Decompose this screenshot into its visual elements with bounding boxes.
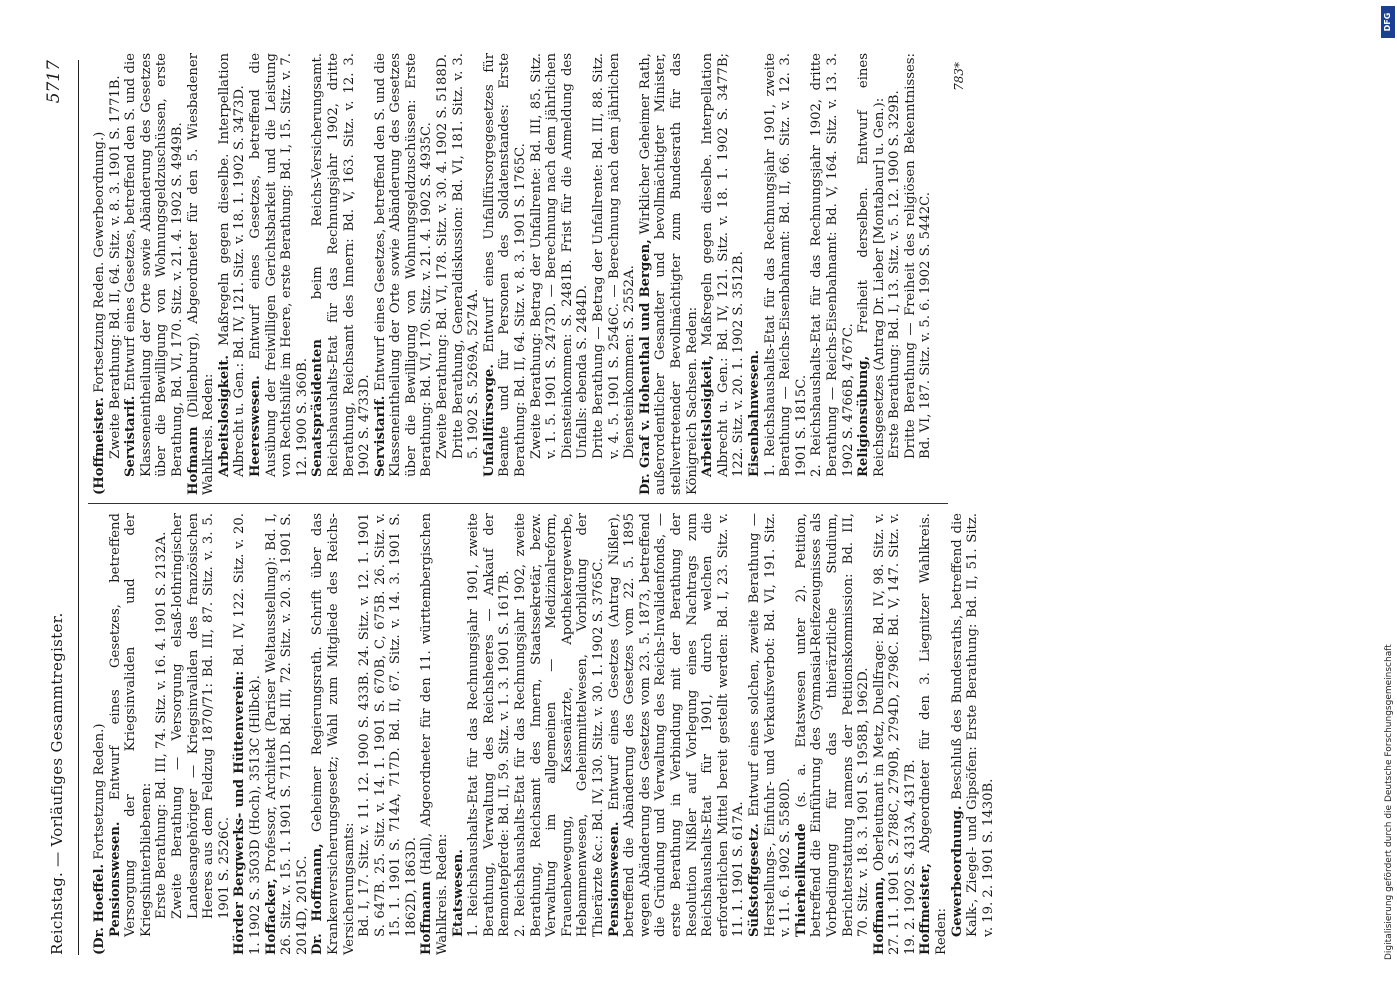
entry-text: Entwurf eines Gesetzes, betreffend die Ausübung der freiwilligen Gerichtsbarkeit und die Leistung von Rechtshilfe im Heere, erste Berathung: Bd. I, 15. Sitz. v. 7. 12. 1900 S. 360B. (247, 53, 310, 477)
index-entry (466, 513, 513, 955)
entry-lead: Süßstoffgesetz. (746, 823, 762, 937)
index-entry (92, 53, 108, 495)
index-entry (154, 513, 170, 955)
entry-text: Entwurf eines Gesetzes, betreffend den S. und die Klasseneintheilung der Orte sowie Abänderung des Gesetzes über die Bewilligung von Wohnungsgeldzuschüssen: Erste Berathung: Bd. VI, 170. Sitz. v. 21. 4. 1902 S. 4935C. (372, 53, 435, 477)
index-entry (232, 513, 263, 955)
entry-lead: Eisenbahnwesen. (746, 349, 762, 477)
dfg-logo: DFG (1381, 6, 1395, 38)
entry-text: Zweite Berathung: Bd. VI, 178. Sitz. v. 30. 4. 1902 S. 5188D. (435, 53, 451, 459)
index-entry (950, 513, 997, 955)
index-entry (591, 53, 638, 495)
column-divider (88, 503, 948, 504)
entry-text: Dritte Berathung — Freiheit des religiösen Bekenntnisses: Bd. VI, 187. Sitz. v. 5. 6. 1902 S. 5442C. (902, 53, 934, 459)
index-entry (170, 513, 232, 955)
entry-lead: Hoffacker, (263, 878, 279, 955)
entry-text: Dritte Berathung, Generaldiskussion: Bd. VI, 181. Sitz. v. 3. 5. 1902 S. 5269A, 5274A. (450, 53, 482, 459)
entry-text: Beschluß des Bundesraths, betreffend die Kalk-, Ziegel- und Gipsöfen: Erste Berathung: Bd. II, 51. Sitz. v. 19. 2. 1901 S. 1430B. (949, 513, 996, 937)
entry-text: Wirklicher Geheimer Rath, außerordentlicher Gesandter und bevollmächtigter Minister, stellvertretender Bevollmächtigter zum Bundesrath für das Königreich Sachsen. Reden: (637, 53, 700, 495)
entry-text: Oberleutnant in Metz, Duellfrage: Bd. IV, 98. Sitz. v. 27. 11. 1901 S. 2788C, 2790B, 2794D, 2798C. Bd. V, 147. Sitz. v. 19. 2. 1902 S. 4313A, 4317B. (871, 513, 918, 955)
entry-lead: Pensionswesen. (606, 821, 622, 937)
entry-text: (Hall), Abgeordneter für den 11. württembergischen Wahlkreis. Reden: (419, 513, 451, 955)
entry-text: Entwurf eines Unfallfürsorgegesetzes für Beamte und für Personen des Soldatenstandes: Erste Berathung: Bd. II, 64. Sitz. v. 8. 3. 1901 S. 1765C. (481, 53, 529, 477)
entry-lead: Senatspräsidenten (310, 339, 326, 477)
index-entry (92, 513, 108, 955)
page-number: 5717 (44, 60, 64, 104)
entry-text: Bd. I, 17. Sitz. v. 11. 12. 1900 S. 433B. 24. Sitz. v. 12. 1. 1901 S. 647B. 25. Sitz. v. 14. 1. 1901 S. 670B, C, 675B. 26. Sitz. v. 15. 1. 1901 S. 714A, 717D. Bd. II, 67. Sitz. v. 14. 3. 1901 S. 1862D, 1863D. (357, 513, 419, 937)
entry-lead: Religionsübung, (856, 355, 872, 477)
index-entry (482, 53, 529, 495)
entry-lead: Etatswesen. (450, 849, 466, 937)
entry-text: Zweite Berathung: Betrag der Unfallrente: Bd. III, 85. Sitz. v. 1. 5. 1901 S. 2473D. — Berechnung nach dem jährlichen Diensteinkommen: S. 2481B. Frist für die Anmeldung des Unfalls: ebenda S. 2484D. (528, 53, 591, 459)
entry-text: Fortsetzung Reden. Gewerbeordnung.) (92, 131, 107, 393)
entry-lead: Arbeitslosigkeit. (216, 355, 232, 477)
index-entry (794, 513, 872, 955)
index-entry (248, 53, 310, 495)
entry-lead: Gewerbeordnung. (949, 805, 965, 937)
entry-text: Bd. IV, 122. Sitz. v. 20. 1. 1902 S. 3503D (Hoch), 3513C (Hilbck). (232, 513, 263, 955)
entry-lead: (Hoffmeister. (92, 397, 107, 495)
index-entry (451, 53, 482, 495)
index-entry (872, 513, 919, 955)
entry-text: (Dillenburg), Abgeordneter für den 5. Wiesbadener Wahlkreis. Reden: (185, 53, 217, 495)
index-entry (217, 53, 248, 495)
funding-note: Digitalisierung gefördert durch die Deutsche Forschungsgemeinschaft (1384, 644, 1394, 960)
entry-text: 1. Reichshaushalts-Etat für das Rechnungsjahr 1901, zweite Berathung — Reichs-Eisenbahnamt: Bd. II, 66. Sitz. v. 12. 3. 1901 S. 1815C. (762, 53, 809, 477)
entry-lead: Hörder Bergwerks- und Hüttenverein: (232, 670, 248, 955)
index-entry (903, 53, 934, 495)
entry-lead: Heereswesen. (247, 375, 263, 477)
index-entry (918, 513, 949, 955)
header-rule (78, 60, 79, 955)
entry-lead: Dr. Graf v. Hohenthal und Bergen, (637, 239, 653, 495)
index-entry (419, 513, 450, 955)
index-entry (607, 513, 747, 955)
entry-text: Abgeordneter für den 3. Liegnitzer Wahlkreis. Reden: (918, 513, 950, 955)
entry-text: Maßregeln gegen dieselbe. Interpellation Albrecht u. Gen.: Bd. IV, 121. Sitz. v. 18. 1. 1902 S. 3473D. (216, 53, 248, 477)
index-entry (513, 513, 607, 955)
index-entry (108, 513, 155, 955)
entry-lead: Hoffmeister, (918, 863, 934, 955)
entry-lead: Unfallfürsorge. (481, 364, 497, 477)
entry-text: 2. Reichshaushalts-Etat für das Rechnungsjahr 1902, zweite Berathung, Reichsamt des Innern, Staatssekretär, bezw. Verwaltung im allgemeinen — Medizinalreform, Frauenbewegung, Kassenärzte, Apothekergewerbe, Hebammenwesen, Geheimmittelwesen, Vorbildung der Thierärzte &c.: Bd. IV, 130. Sitz. v. 30. 1. 1902 S. 3765C. (513, 513, 606, 937)
entry-lead: Servistarif. (372, 395, 388, 477)
entry-lead: (Dr. Hoeffel. (92, 863, 107, 955)
entry-text: Entwurf eines Gesetzes, betreffend Versorgung der Kriegsinvaliden und der Kriegshinterbliebenen: (107, 513, 154, 937)
index-entry (451, 513, 467, 955)
entry-lead: Hoffmann, (871, 876, 887, 955)
entry-lead: Hofmann (185, 426, 201, 495)
index-entry (186, 53, 217, 495)
entry-lead: Servistarif. (123, 395, 139, 477)
index-entry (809, 53, 856, 495)
entry-text: Entwurf eines Gesetzes, betreffend den S. und die Klasseneintheilung der Orte sowie Abänderung des Gesetzes über die Bewilligung von Wohnungsgeldzuschüssen, erste Berathung, Bd. VI, 170. Sitz. v. 21. 4. 1902 S. 4949B. (123, 53, 185, 477)
index-entry (747, 53, 763, 495)
index-entry (856, 53, 887, 495)
footer-mark: 783* (952, 62, 966, 91)
entry-text: Entwurf eines solchen, zweite Berathung — Herstellungs-, Einfuhr- und Verkaufsverbot: Bd. VI, 191. Sitz. v. 11. 6. 1902 S. 5580D. (746, 513, 794, 937)
index-entry (310, 53, 372, 495)
entry-text: 1. Reichshaushalts-Etat für das Rechnungsjahr 1901, zweite Berathung, Verwaltung des Reichsheeres — Ankauf der Remontepferde: Bd. II, 59. Sitz. v. 1. 3. 1901 S. 1617B. (466, 513, 513, 937)
index-entry (529, 53, 591, 495)
index-entry (264, 513, 311, 955)
column-left (92, 513, 996, 955)
entry-text: Erste Berathung: Bd. I, 13. Sitz. v. 5. 12. 1900 S. 329B. (887, 90, 903, 459)
page-header (40, 60, 80, 955)
entry-text: Geheimer Regierungsrath. Schrift über das Krankenversicherungsgesetz; Wahl zum Mitgliede des Reichs-Versicherungsamts: (310, 513, 357, 955)
entry-text: 2. Reichshaushalts-Etat für das Rechnungsjahr 1902, dritte Berathung — Reichs-Eisenbahnamt: Bd. V, 164. Sitz. v. 13. 3. 1902 S. 4766B, 4767C. (809, 53, 856, 477)
index-entry (108, 53, 124, 495)
entry-text: beim Reichs-Versicherungsamt. Reichshaushalts-Etat für das Rechnungsjahr 1902, dritte Berathung, Reichsamt des Innern: Bd. V, 163. Sitz. v. 12. 3. 1902 S. 4733D. (310, 53, 373, 477)
entry-text: Professor, Architekt (Pariser Weltausstellung): Bd. I, 26. Sitz. v. 15. 1. 1901 S. 711D. Bd. III, 72. Sitz. v. 20. 3. 1901 S. 2014D, 2015C. (263, 513, 310, 955)
index-entry (123, 53, 185, 495)
entry-text: Dritte Berathung — Betrag der Unfallrente: Bd. III, 88. Sitz. v. 4. 5. 1901 S. 2546C. — Berechnung nach dem jährlichen Diensteinkommen: S. 2552A. (591, 53, 638, 459)
entry-text: Zweite Berathung — Versorgung elsaß-lothringischer Landesangehöriger — Kriegsinvaliden des französischen Heeres aus dem Feldzug 1870/71: Bd. III, 87. Sitz. v. 3. 5. 1901 S. 2526C. (169, 513, 232, 919)
entry-lead: Dr. Hoffmann, (310, 843, 326, 955)
index-entry (887, 53, 903, 495)
index-entry (357, 513, 419, 955)
entry-text: Maßregeln gegen dieselbe. Interpellation Albrecht u. Gen.: Bd. IV, 121. Sitz. v. 18. 1. 1902 S. 3477B; 122. Sitz. v. 20. 1. 1902 S. 3512B. (700, 53, 747, 477)
index-entry (763, 53, 810, 495)
entry-text: (s. a. Etatswesen unter 2). Petition, betreffend die Einführung des Gymnasial-Reifezeugnisses als Vorbedingung für das thierärztliche Studium, Berichterstattung namens der Petitionskommission: Bd. III, 70. Sitz. v. 18. 3. 1901 S. 1958B, 1962D. (793, 513, 872, 937)
column-right (92, 53, 934, 495)
entry-lead: Thierheilkunde (793, 823, 809, 937)
entry-lead: Pensionswesen. (107, 821, 123, 937)
entry-text: Freiheit derselben. Entwurf eines Reichsgesetzes (Antrag Dr. Lieber [Montabaur] u. Gen.): (856, 53, 887, 477)
entry-lead: Arbeitslosigkeit, (700, 355, 716, 477)
entry-text: Zweite Berathung: Bd. II, 64. Sitz. v. 8. 3. 1901 S. 1771B. (107, 75, 123, 459)
entry-text: Erste Berathung: Bd. III, 74. Sitz. v. 16. 4. 1901 S. 2132A. (154, 531, 170, 919)
index-entry (747, 513, 794, 955)
index-entry (700, 53, 747, 495)
index-entry (638, 53, 700, 495)
index-entry (310, 513, 357, 955)
entry-lead: Hoffmann (419, 881, 435, 955)
running-head: Reichstag. — Vorläufiges Gesammtregister. (48, 612, 66, 955)
index-entry (435, 53, 451, 495)
entry-text: Entwurf eines Gesetzes (Antrag Nißler), betreffend die Abänderung des Gesetzes vom 22. 5. 1895 wegen Abänderung des Gesetzes vom 23. 5. 1873, betreffend die Gründung und Verwaltung des Reichs-Invalidenfonds, — erste Berathung in Verbindung mit der Berathung der Resolution Nißler auf Vorlegung eines Nachtrags zum Reichshaushalts-Etat für 1901, durch welchen die erforderlichen Mittel bereit gestellt werden: Bd. I, 23. Sitz. v. 11. 1. 1901 S. 617A. (606, 513, 747, 937)
entry-text: Fortsetzung Reden.) (92, 723, 107, 860)
index-entry (373, 53, 435, 495)
